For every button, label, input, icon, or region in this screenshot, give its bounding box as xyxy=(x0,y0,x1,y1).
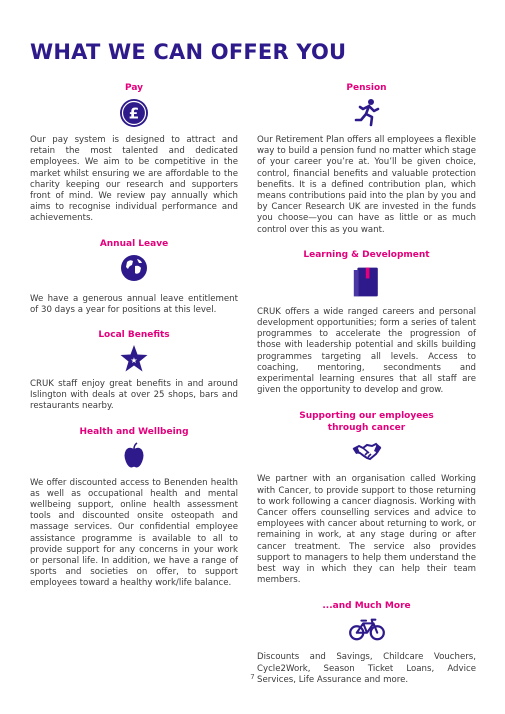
section-heading-line1: Supporting our employees xyxy=(299,411,434,422)
section-pay xyxy=(30,82,238,225)
star-icon xyxy=(119,344,149,374)
svg-text:£: £ xyxy=(128,104,140,123)
section-heading: Annual Leave xyxy=(99,238,169,249)
section-body: Our Retirement Plan offers all employees a flexible way to build a pension fund no matter which stage of your career you’re at. You’ll be given choice, control, financial benefits and valuable protection benefits. It is a defined contribution plan, which means contributions paid into the plan by you and by Cancer Research UK are invested in the funds you choose—you can have as little or as much control over this as you want. xyxy=(257,135,476,235)
section-heading-line2: through cancer xyxy=(327,423,406,434)
section-body: We have a generous annual leave entitlement of 30 days a year for positions at this level. xyxy=(30,293,238,315)
section-body: We offer discounted access to Benenden health as well as occupational health and mental wellbeing support, online health assessment tools and discounted onsite osteopath and massage services. Our confidential employee assistance programme is available to all to provide support for any concerns in your work or personal life. In addition, we have a range of sports and societies on offer, to support employees toward a healthy work/life balance. xyxy=(30,477,238,589)
section-body: CRUK offers a wide ranged careers and personal development opportunities; form a series of talent programmes to accelerate the progression of those with leadership potential and skills building programmes targeting all levels. Access to coaching, mentoring, secondments and experimental learning ensures that all staff are given the opportunity to develop and grow. xyxy=(257,306,476,396)
section-heading: Health and Wellbeing xyxy=(79,426,189,437)
svg-text:★: ★ xyxy=(130,356,138,366)
section-health-wellbeing xyxy=(30,426,238,590)
section-heading: Local Benefits xyxy=(98,330,170,341)
book-icon xyxy=(349,264,385,300)
section-heading: Learning & Development xyxy=(303,249,430,260)
section-supporting-employees xyxy=(257,410,476,586)
section-body: Discounts and Savings, Childcare Vouchers, Cycle2Work, Season Ticket Loans, Advice Services, Life Assurance and more. xyxy=(257,652,476,685)
section-annual-leave xyxy=(30,238,238,316)
pound-coin-icon xyxy=(119,98,149,128)
section-body: Our pay system is designed to attract and retain the most talented and dedicated employees. We aim to be competitive in the market whilst ensuring we are affordable to the charity keeping our research and supporters front of mind. We review pay annually which aims to recognise individual performance and achievements. xyxy=(30,135,238,224)
apple-icon xyxy=(119,441,149,471)
section-body: CRUK staff enjoy great benefits in and around Islington with deals at over 25 shops, bars and restaurants nearby. xyxy=(30,379,238,412)
section-heading: Pension xyxy=(346,83,387,93)
section-body: We partner with an organisation called Working with Cancer, to provide support to those returning to work following a cancer diagnosis. Working with Cancer offers counselling services and advice to employees with cancer about returning to work, or remaining in work, at any stage during or after cancer treatment. The service also provides support to managers to help them understand the best way in which they can help their team members. xyxy=(257,474,476,586)
right-column xyxy=(257,82,476,686)
section-learning-development xyxy=(257,249,476,397)
bicycle-icon xyxy=(348,615,386,643)
section-heading: Pay xyxy=(124,83,144,93)
section-local-benefits xyxy=(30,329,238,413)
globe-icon xyxy=(119,253,149,283)
left-column xyxy=(30,82,238,590)
running-person-icon xyxy=(352,98,382,128)
page-title: WHAT WE CAN OFFER YOU xyxy=(30,40,347,64)
section-pension xyxy=(257,82,476,236)
handshake-icon xyxy=(352,437,382,467)
section-heading: ...and Much More xyxy=(322,601,411,612)
page-number: 7 xyxy=(250,673,255,681)
